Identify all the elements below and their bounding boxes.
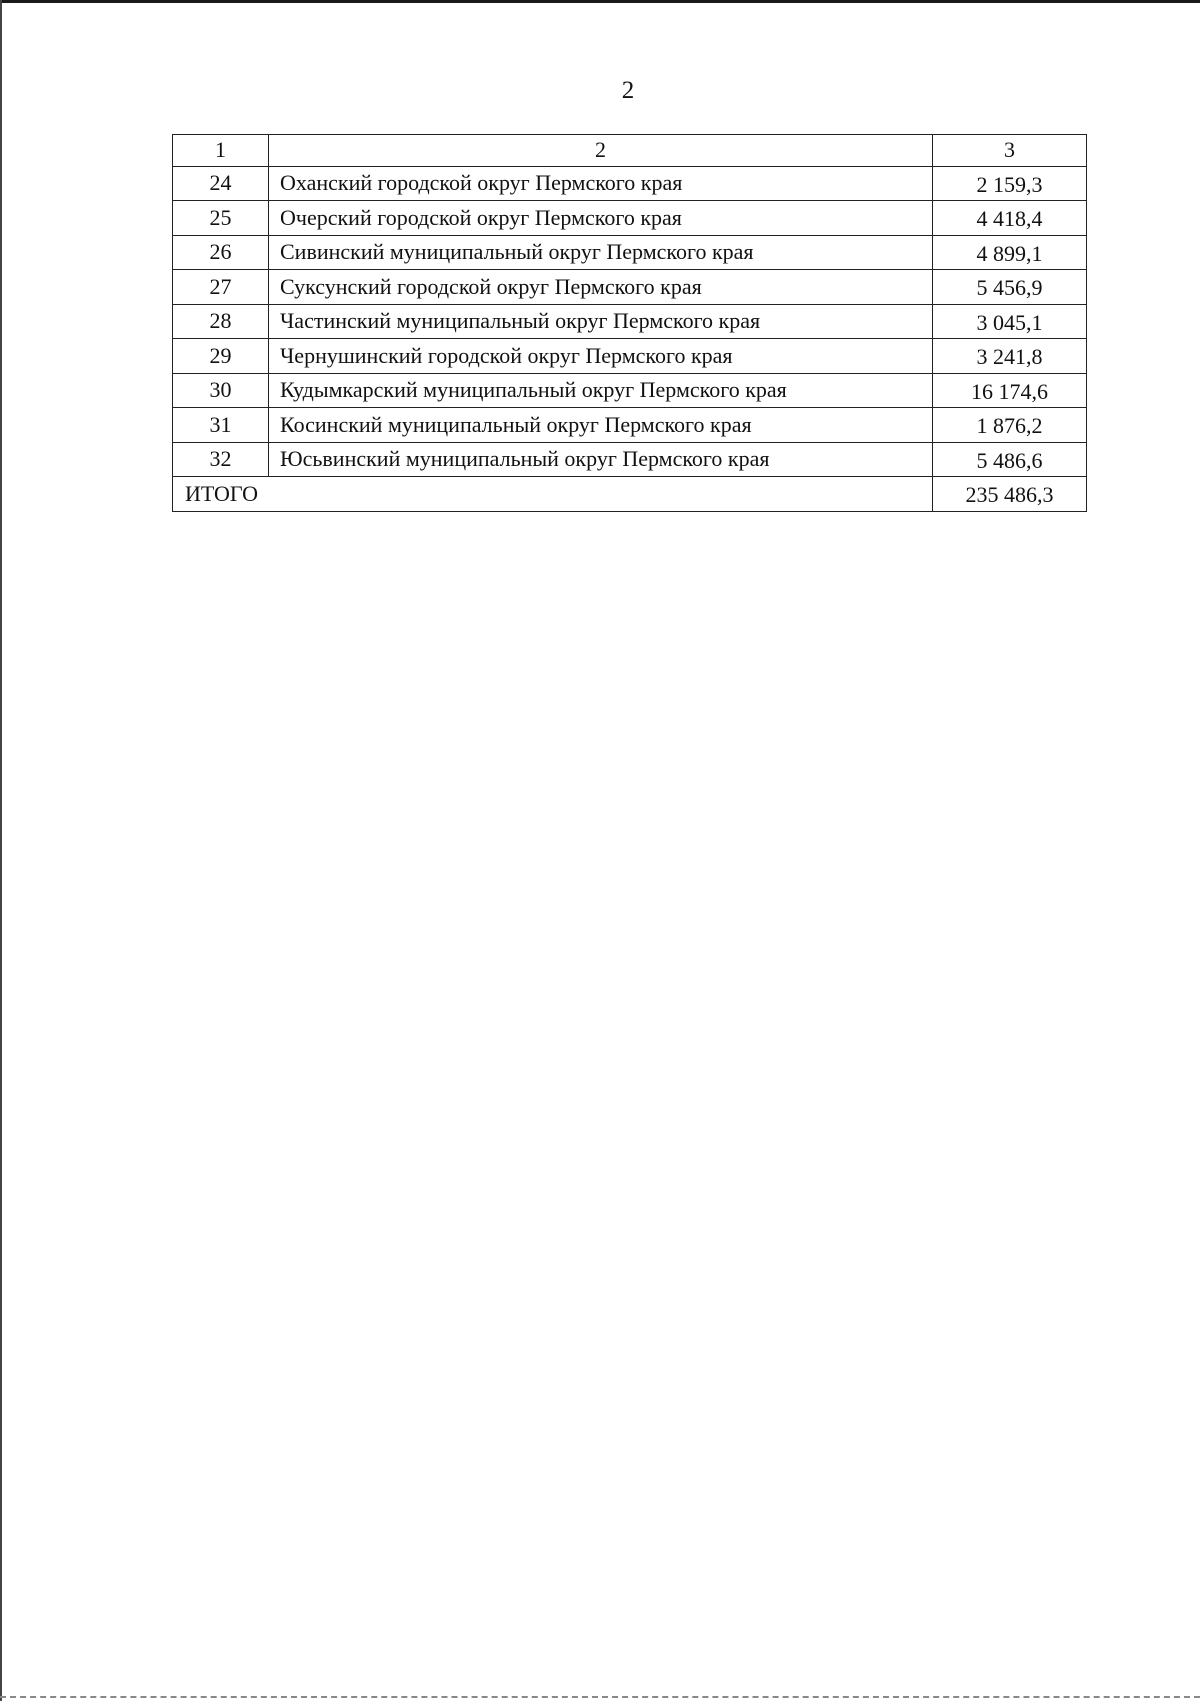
amount-value: 3 241,8 <box>933 339 1087 374</box>
district-name: Чернушинский городской округ Пермского края <box>269 339 933 374</box>
amount-value: 5 486,6 <box>933 442 1087 477</box>
amount-value: 1 876,2 <box>933 408 1087 443</box>
row-number: 27 <box>173 270 269 305</box>
table-row <box>173 201 1087 236</box>
district-name: Косинский муниципальный округ Пермского края <box>269 408 933 443</box>
district-name: Оханский городской округ Пермского края <box>269 166 933 201</box>
amount-value: 4 899,1 <box>933 235 1087 270</box>
row-number: 32 <box>173 442 269 477</box>
row-number: 31 <box>173 408 269 443</box>
amount-value: 5 456,9 <box>933 270 1087 305</box>
total-value: 235 486,3 <box>933 477 1087 512</box>
district-name: Суксунский городской округ Пермского края <box>269 270 933 305</box>
data-table <box>172 134 1087 512</box>
column-header-1: 1 <box>173 135 269 167</box>
table-row <box>173 270 1087 305</box>
total-label: ИТОГО <box>173 477 933 512</box>
amount-value: 4 418,4 <box>933 201 1087 236</box>
table-row <box>173 408 1087 443</box>
district-name: Юсьвинский муниципальный округ Пермского края <box>269 442 933 477</box>
row-number: 26 <box>173 235 269 270</box>
column-header-3: 3 <box>933 135 1087 167</box>
row-number: 29 <box>173 339 269 374</box>
district-name: Кудымкарский муниципальный округ Пермского края <box>269 373 933 408</box>
page-number: 2 <box>621 77 635 104</box>
district-name: Частинский муниципальный округ Пермского края <box>269 304 933 339</box>
district-name: Очерский городской округ Пермского края <box>269 201 933 236</box>
scan-edge-bottom <box>0 1696 1200 1700</box>
column-header-2: 2 <box>269 135 933 167</box>
district-name: Сивинский муниципальный округ Пермского края <box>269 235 933 270</box>
row-number: 24 <box>173 166 269 201</box>
total-row <box>173 477 1087 512</box>
table-row <box>173 235 1087 270</box>
table-row <box>173 304 1087 339</box>
table-row <box>173 339 1087 374</box>
scan-edge-top <box>0 0 1200 3</box>
amount-value: 16 174,6 <box>933 373 1087 408</box>
amount-value: 3 045,1 <box>933 304 1087 339</box>
table-row <box>173 442 1087 477</box>
scan-edge-left <box>0 0 2 1701</box>
row-number: 28 <box>173 304 269 339</box>
table-row <box>173 373 1087 408</box>
table-header-row <box>173 135 1087 167</box>
table-row <box>173 166 1087 201</box>
row-number: 25 <box>173 201 269 236</box>
row-number: 30 <box>173 373 269 408</box>
amount-value: 2 159,3 <box>933 166 1087 201</box>
